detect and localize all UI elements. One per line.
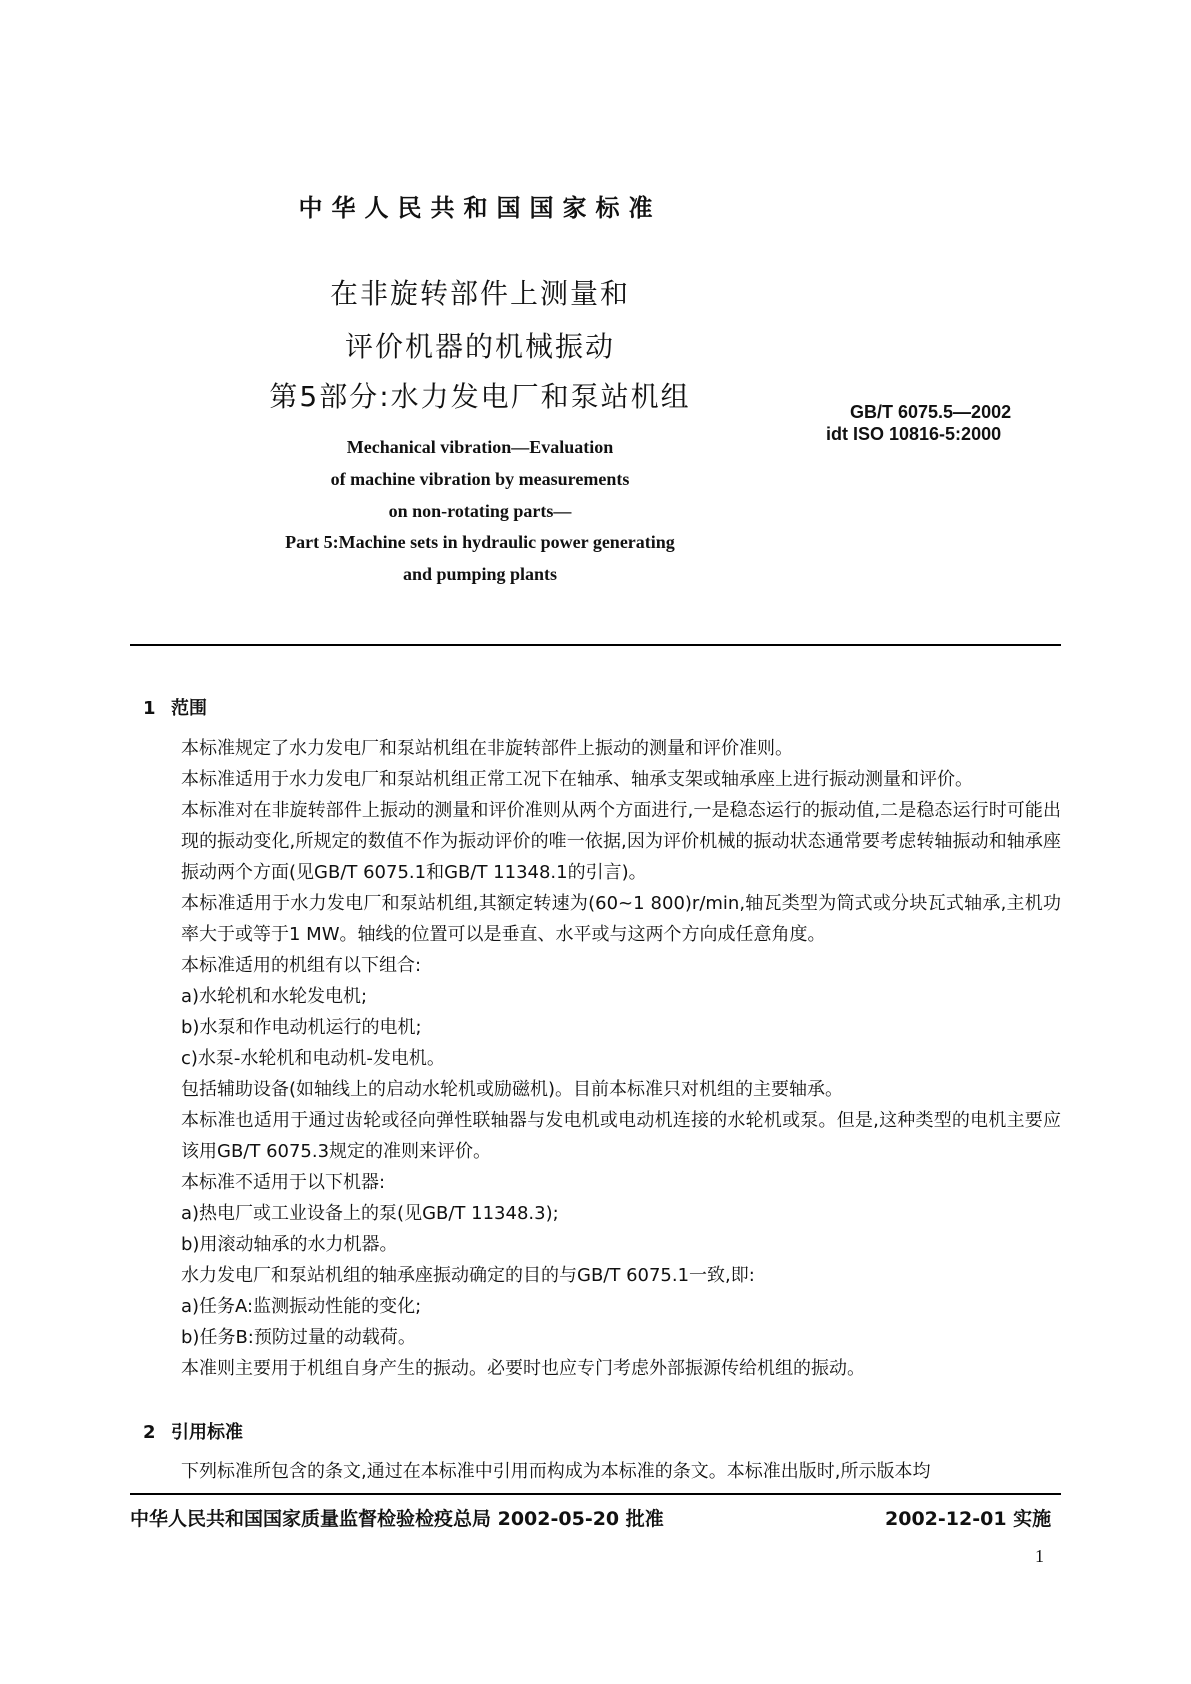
title-en-line3: on non-rotating parts— xyxy=(388,501,572,521)
title-cn-line2: 评价机器的机械振动 xyxy=(344,330,615,363)
paragraph: 本标准对在非旋转部件上振动的测量和评价准则从两个方面进行,一是稳态运行的振动值,二是稳态运行时可能出现的振动变化,所规定的数值不作为振动评价的唯一依据,因为评价机械的振动状态通常要考虑转轴振动和轴承座振动两个方面(见GB/T 6075.1和GB/T 11348.1的引言)。 xyxy=(181,800,1061,883)
section-2-body xyxy=(143,1456,1061,1487)
paragraph: 本标准也适用于通过齿轮或径向弹性联轴器与发电机或电动机连接的水轮机或泵。但是,这种类型的电机主要应该用GB/T 6075.3规定的准则来评价。 xyxy=(181,1110,1061,1162)
approval-issuer: 中华人民共和国国家质量监督检验检疫总局 2002-05-20 批准 xyxy=(130,1508,664,1530)
title-en-line1: Mechanical vibration—Evaluation xyxy=(346,437,614,457)
section-1-heading xyxy=(143,694,207,720)
list-item: a)任务A:监测振动性能的变化; xyxy=(181,1296,422,1317)
section-2-number: 2 xyxy=(143,1422,156,1443)
paragraph: 包括辅助设备(如轴线上的启动水轮机或励磁机)。目前本标准只对机组的主要轴承。 xyxy=(181,1079,844,1100)
iso-equivalent-number: idt ISO 10816-5:2000 xyxy=(826,424,1002,444)
list-item: a)热电厂或工业设备上的泵(见GB/T 11348.3); xyxy=(181,1203,559,1224)
paragraph: 本标准不适用于以下机器: xyxy=(181,1172,386,1193)
list-item: b)任务B:预防过量的动载荷。 xyxy=(181,1327,416,1348)
gb-standard-number: GB/T 6075.5—2002 xyxy=(850,402,1012,422)
title-cn-line1: 在非旋转部件上测量和 xyxy=(329,277,630,310)
paragraph: 本准则主要用于机组自身产生的振动。必要时也应专门考虑外部振源传给机组的振动。 xyxy=(181,1358,865,1379)
title-en-line2: of machine vibration by measurements xyxy=(330,469,630,489)
paragraph: 水力发电厂和泵站机组的轴承座振动确定的目的与GB/T 6075.1一致,即: xyxy=(181,1265,755,1286)
list-item: b)水泵和作电动机运行的电机; xyxy=(181,1017,422,1038)
header-divider xyxy=(130,644,1061,646)
title-cn-line3: 第5部分:水力发电厂和泵站机组 xyxy=(269,380,691,413)
effective-date: 2002-12-01 实施 xyxy=(885,1508,1052,1530)
paragraph: 本标准适用于水力发电厂和泵站机组正常工况下在轴承、轴承支架或轴承座上进行振动测量和评价。 xyxy=(181,769,973,790)
section-2-heading xyxy=(143,1418,243,1444)
title-en-line5: and pumping plants xyxy=(402,564,558,584)
paragraph: 本标准规定了水力发电厂和泵站机组在非旋转部件上振动的测量和评价准则。 xyxy=(181,738,793,759)
national-standard-header: 中华人民共和国国家标准 xyxy=(298,194,662,222)
section-1-number: 1 xyxy=(143,698,156,719)
footer-divider xyxy=(130,1493,1061,1495)
list-item: a)水轮机和水轮发电机; xyxy=(181,986,368,1007)
paragraph: 本标准适用于水力发电厂和泵站机组,其额定转速为(60~1 800)r/min,轴瓦类型为筒式或分块瓦式轴承,主机功率大于或等于1 MW。轴线的位置可以是垂直、水平或与这两个方向成任意角度。 xyxy=(181,893,1061,945)
paragraph: 下列标准所包含的条文,通过在本标准中引用而构成为本标准的条文。本标准出版时,所示版本均 xyxy=(181,1461,931,1482)
section-2-title: 引用标准 xyxy=(171,1422,243,1443)
list-item: c)水泵-水轮机和电动机-发电机。 xyxy=(181,1048,445,1069)
section-1-title: 范围 xyxy=(171,698,207,719)
title-en-line4: Part 5:Machine sets in hydraulic power generating xyxy=(285,532,675,552)
list-item: b)用滚动轴承的水力机器。 xyxy=(181,1234,398,1255)
section-1-body xyxy=(143,733,1061,1384)
paragraph: 本标准适用的机组有以下组合: xyxy=(181,955,422,976)
page-number: 1 xyxy=(1035,1546,1044,1566)
